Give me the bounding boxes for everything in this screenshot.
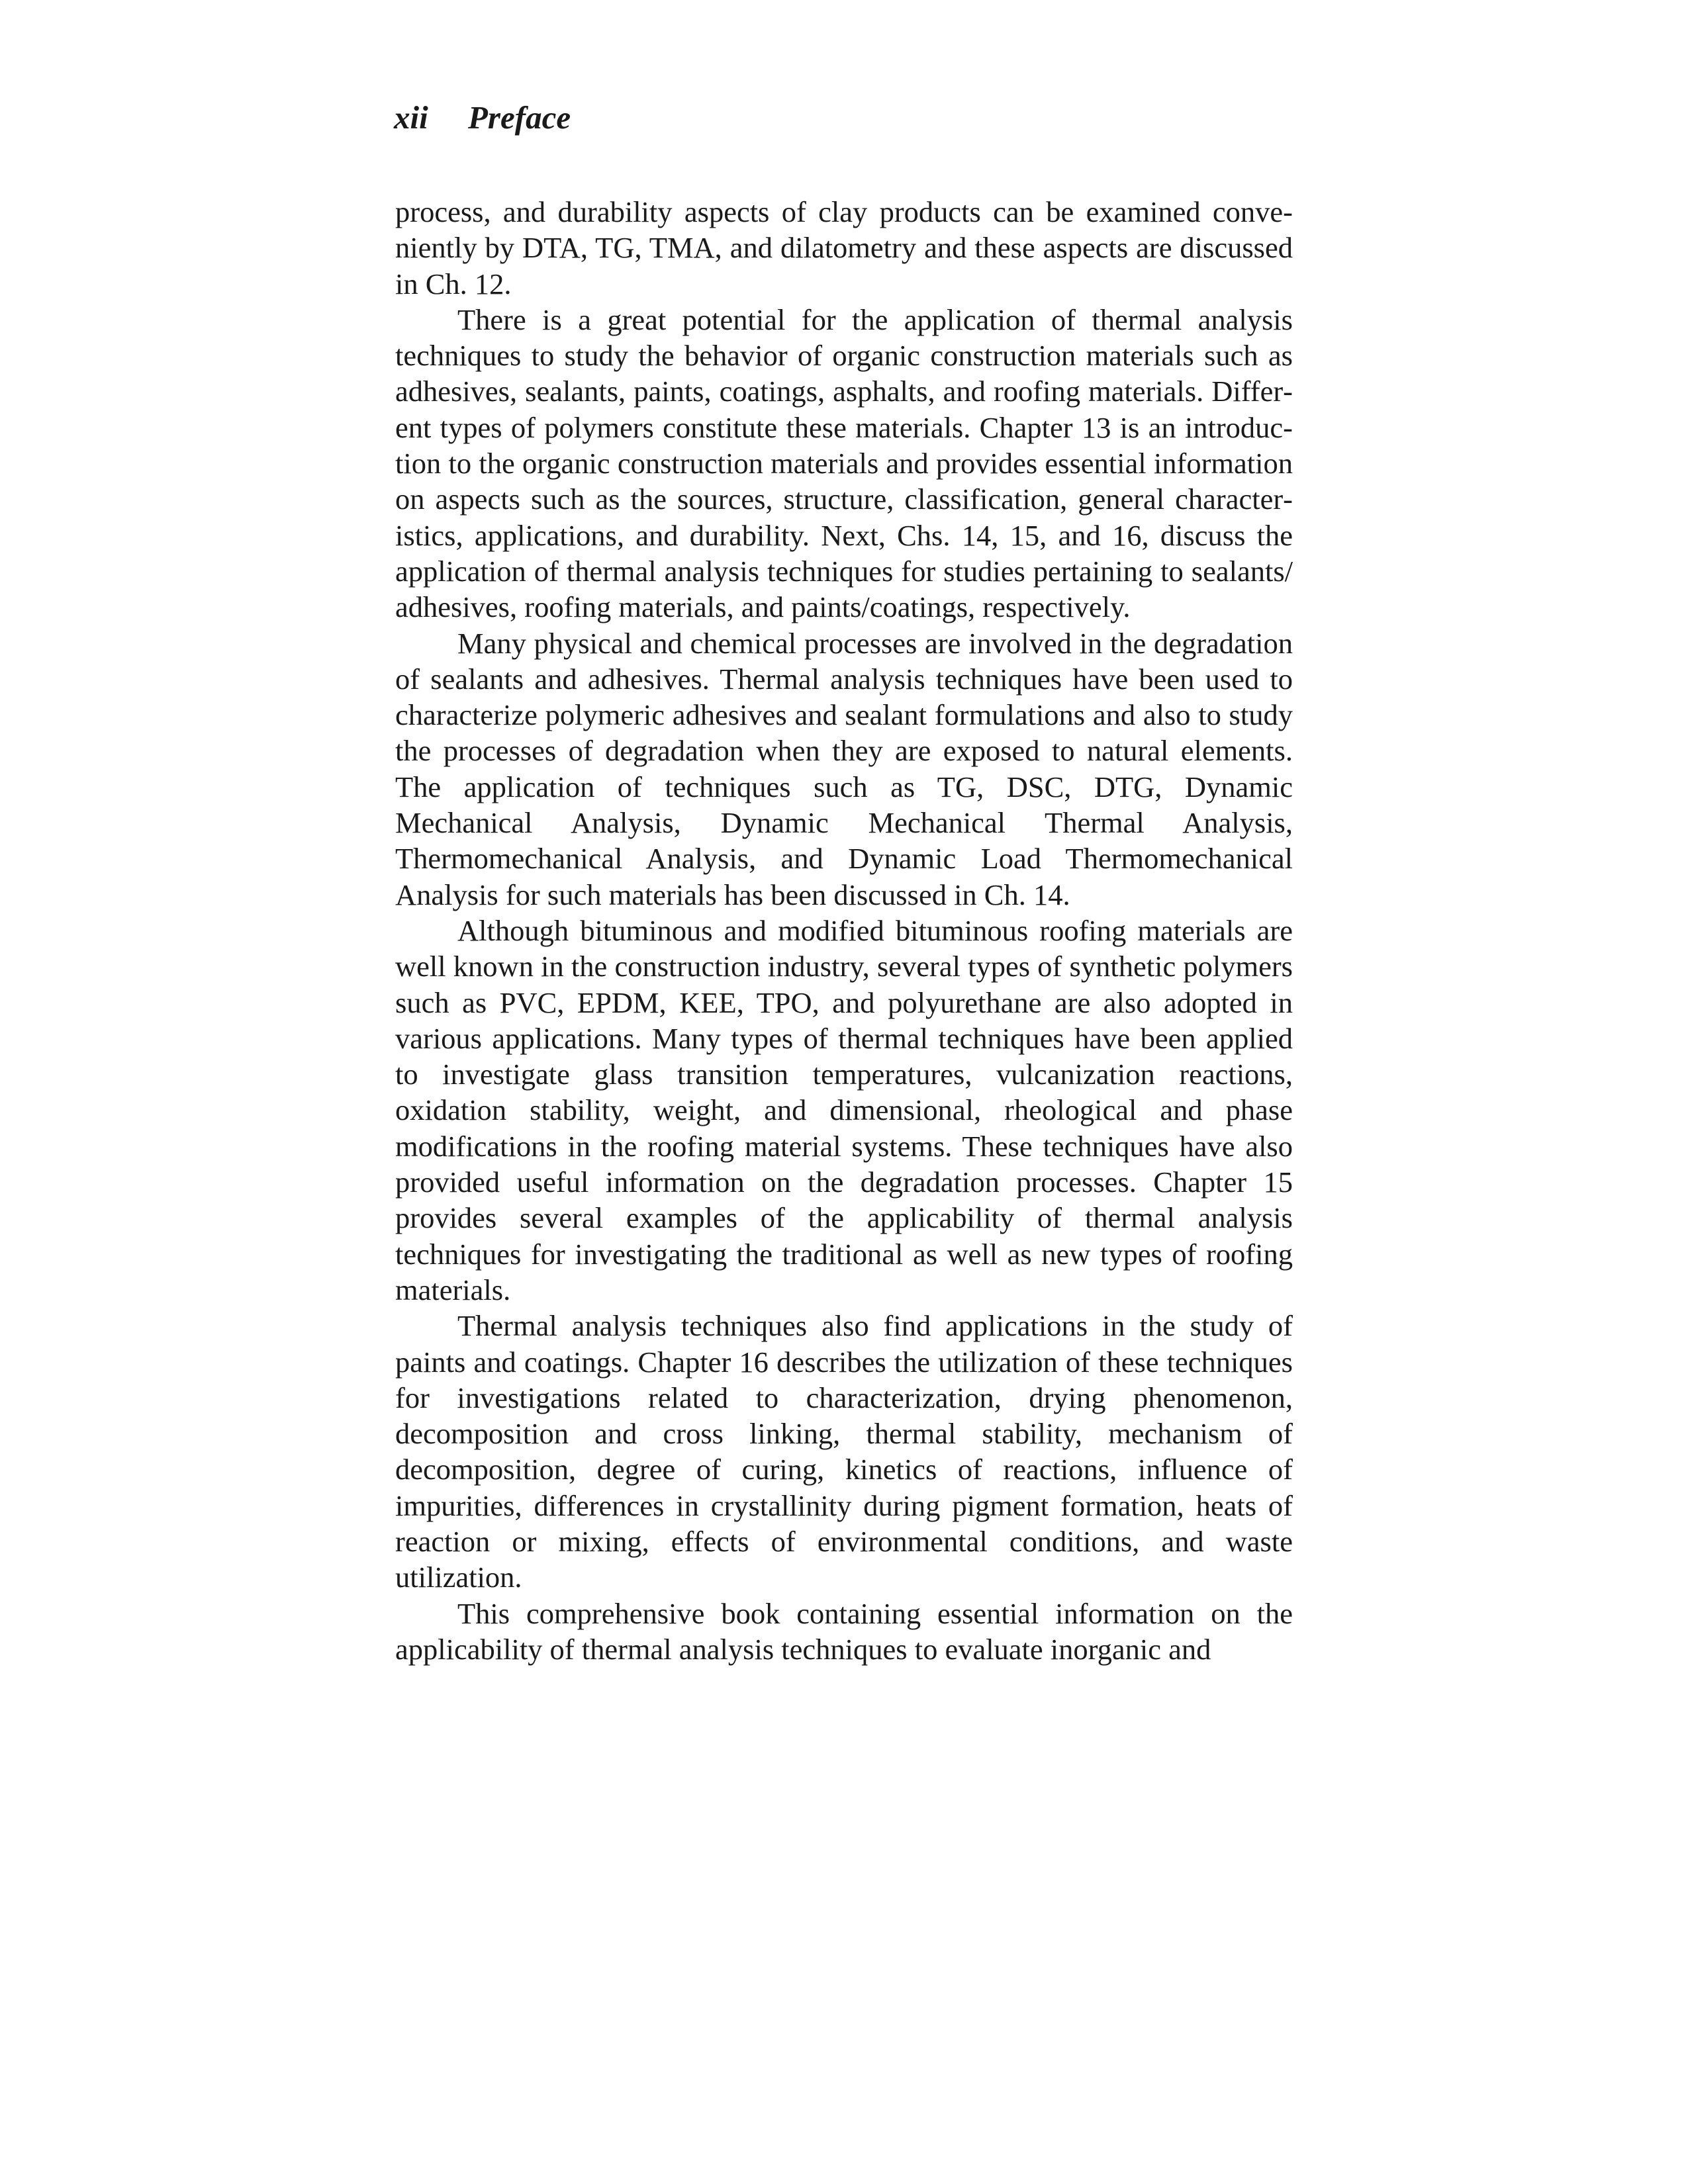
running-head [394, 98, 571, 138]
paragraph-organic-materials: There is a great potential for the application of thermal analysis techniques to study the behavior of organic construction materials such as adhesives, sealants, paints, coatings, asphalts, and roofing materials. Different types of polymers constitute these materials. Chapter 13 is an introduction to the organic construction materials and provides essential information on aspects such as the sources, structure, classification, general characteristics, applications, and durability. Next, Chs. 14, 15, and 16, discuss the application of thermal analysis techniques for studies pertaining to sealants/​adhesives, roofing materials, and paints/coatings, respectively. [395, 302, 1293, 624]
paragraph-paints-coatings: Thermal analysis techniques also find applications in the study of paints and coatings. Chapter 16 describes the utilization of these techniques for investigations related to characterization, drying phenomenon, decomposition and cross linking, thermal stability, mechanism of decomposition, degree of curing, kinetics of reactions, influence of impurities, differences in crystallinity during pigment formation, heats of reaction or mixing, effects of environmental conditions, and waste utilization. [395, 1309, 1293, 1594]
body-text [395, 194, 1293, 1667]
section-title: Preface [468, 99, 571, 136]
page-number: xii [394, 99, 428, 136]
paragraph-sealants-adhesives: Many physical and chemical processes are involved in the degradation of sealants and adhesives. Thermal analysis techniques have been used to characterize polymeric adhesives and sealant formulations and also to study the processes of degradation when they are exposed to natural elements. The application of techniques such as TG, DSC, DTG, Dynamic Mechanical Analysis, Dynamic Mechanical Thermal Analysis, Thermomechanical Analysis, and Dynamic Load Thermomechanical Analysis for such materials has been discussed in Ch. 14. [395, 626, 1293, 911]
paragraph-book-summary: This comprehensive book containing essential information on the applicability of thermal analysis techniques to evaluate inorganic and [395, 1596, 1293, 1666]
paragraph-roofing-materials: Although bituminous and modified bituminous roofing materials are well known in the construction industry, several types of synthetic polymers such as PVC, EPDM, KEE, TPO, and polyurethane are also adopted in various applications. Many types of thermal techniques have been applied to investigate glass transition temperatures, vulcanization reactions, oxidation stability, weight, and dimensional, rheological and phase modifications in the roofing material systems. These techniques have also provided useful information on the degradation processes. Chapter 15 provides several examples of the applicability of thermal analysis techniques for investigating the traditional as well as new types of roofing materials. [395, 913, 1293, 1306]
paragraph-continued: process, and durability aspects of clay products can be examined conveniently by DTA, TG, TMA, and dilatometry and these aspects are discussed in Ch. 12. [395, 195, 1293, 300]
